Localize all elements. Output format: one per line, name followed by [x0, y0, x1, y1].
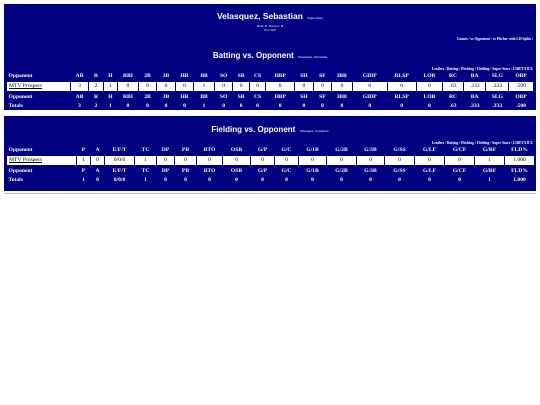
batting-col-header: SLG — [491, 72, 503, 79]
fielding-col-header: FLD% — [511, 146, 528, 153]
fielding-col-header: G/2B — [335, 167, 348, 174]
fielding-col-header: A — [95, 167, 100, 174]
batting-col-header: AB — [75, 72, 84, 79]
batting-total-cell: 2 — [94, 103, 98, 110]
fielding-col-header: RTO — [203, 146, 216, 153]
batting-col-header: RLSP — [394, 72, 409, 79]
fielding-value-cell: 0/0/0 — [105, 155, 135, 166]
batting-col-header: SB — [237, 72, 245, 79]
opponent-link[interactable]: MTV Prospect — [9, 157, 42, 164]
batting-value-cell: 0 — [249, 81, 265, 92]
batting-col-header: H — [108, 72, 113, 79]
fielding-total-cell: 0 — [208, 177, 211, 184]
fielding-value-cell: 0 — [251, 155, 275, 166]
fielding-value-cell: 0 — [175, 155, 197, 166]
batting-total-cell: 0 — [183, 103, 186, 110]
fielding-col-header: E/F/T — [112, 167, 127, 174]
batting-col-header: RBI — [122, 93, 133, 100]
splits-links[interactable]: Games / vs Opponent / vs Pitcher with LH Splits / — [456, 37, 533, 41]
batting-col-header: R — [94, 72, 99, 79]
batting-col-header: RC — [449, 93, 458, 100]
batting-value-cell: 0 — [313, 81, 332, 92]
batting-panel — [4, 4, 536, 110]
fielding-value-cell: 1 — [77, 155, 91, 166]
batting-total-cell: 0 — [239, 103, 243, 110]
batting-total-cell: 0 — [146, 103, 149, 110]
batting-col-header: BA — [470, 93, 479, 100]
fielding-value-cell: 0 — [197, 155, 223, 166]
fielding-leaders-links[interactable]: Leaders / Batting / Pitching / Fielding / Super Stars / LIBETAJUL — [431, 141, 533, 145]
batting-col-header: CS — [253, 93, 262, 100]
batting-col-header: OBP — [515, 93, 527, 100]
fielding-total-cell: 0 — [340, 177, 343, 184]
batting-total-cell: 0 — [427, 103, 431, 110]
batting-col-header: LOB — [423, 93, 436, 100]
batting-col-header: 2B — [144, 93, 151, 100]
fielding-value-cell: 0 — [91, 155, 105, 166]
batting-totals-label: Totals — [8, 103, 23, 110]
fielding-value-cell: 1 — [475, 155, 505, 166]
batting-col-header: SH — [300, 93, 308, 100]
fielding-total-cell: 0 — [398, 177, 401, 184]
batting-col-header: GIDP — [362, 93, 377, 100]
batting-col-header: Opponent — [8, 93, 33, 100]
batting-total-cell: 1 — [202, 103, 206, 110]
fielding-total-cell: 0 — [311, 177, 314, 184]
fielding-value-cell: 1 — [135, 155, 157, 166]
batting-total-cell: .63 — [449, 103, 457, 110]
batting-total-cell: 0 — [164, 103, 168, 110]
batting-col-header: AB — [75, 93, 84, 100]
opponent-link[interactable]: MTV Prospect — [9, 83, 42, 90]
fielding-totals-label: Totals — [8, 177, 23, 184]
fielding-value-cell: 0 — [357, 155, 385, 166]
fielding-col-header: G/RF — [482, 146, 497, 153]
batting-total-cell: 0 — [302, 103, 306, 110]
fielding-panel — [4, 116, 536, 191]
fielding-total-cell: 0 — [235, 177, 238, 184]
fielding-table — [6, 145, 535, 185]
batting-value-cell: 1 — [103, 81, 117, 92]
batting-col-header: SF — [319, 93, 326, 100]
batting-col-header: RC — [449, 72, 458, 79]
batting-subtitle: Velasquez, Sebastian — [297, 55, 328, 59]
player-position: Pos: RF — [264, 28, 276, 32]
fielding-total-cell: 0 — [164, 177, 167, 184]
bottom-divider — [4, 193, 536, 194]
fielding-value-cell: 0 — [299, 155, 327, 166]
fielding-subtitle: Velasquez, Sebastian — [299, 129, 329, 133]
fielding-value-cell: 0 — [223, 155, 251, 166]
fielding-col-header: P — [81, 167, 86, 174]
batting-value-cell: 0 — [118, 81, 139, 92]
batting-col-header: HR — [180, 72, 189, 79]
batting-col-header: CS — [253, 72, 262, 79]
batting-value-cell: 3 — [70, 81, 89, 92]
batting-col-header: 3B — [162, 72, 170, 79]
batting-col-header: BA — [470, 72, 479, 79]
batting-value-cell: 0 — [416, 81, 443, 92]
fielding-total-cell: 0/0/0 — [113, 177, 126, 184]
batting-value-cell: .333 — [463, 81, 486, 92]
fielding-col-header: G/P — [257, 167, 268, 174]
batting-value-cell: 0 — [157, 81, 176, 92]
batting-value-cell: 0 — [266, 81, 295, 92]
batting-value-cell: 0 — [175, 81, 194, 92]
batting-leaders-links[interactable]: Leaders / Batting / Pitching / Fielding / Super Stars / LIBETAJUL — [431, 67, 533, 71]
batting-col-header: RLSP — [394, 93, 409, 100]
batting-col-header: BB — [200, 93, 208, 100]
batting-value-cell: .500 — [509, 81, 534, 92]
fielding-col-header: DP — [161, 167, 170, 174]
batting-total-cell: 1 — [109, 103, 112, 110]
fielding-col-header: G/SS — [393, 167, 406, 174]
batting-col-header: LOB — [423, 72, 436, 79]
fielding-value-cell: 0 — [275, 155, 299, 166]
fielding-value-cell: 1.000 — [505, 155, 535, 166]
fielding-col-header: G/CF — [452, 167, 467, 174]
batting-col-header: SH — [300, 72, 308, 79]
fielding-col-header: G/1B — [306, 146, 319, 153]
fielding-value-cell: 0 — [415, 155, 445, 166]
batting-total-cell: .500 — [516, 103, 526, 110]
fielding-total-cell: 0 — [458, 177, 461, 184]
batting-header-row — [7, 71, 534, 81]
batting-col-header: BB — [200, 72, 208, 79]
batting-col-header: 2B — [144, 72, 151, 79]
batting-total-cell: .333 — [469, 103, 480, 110]
fielding-value-cell: 0 — [445, 155, 475, 166]
fielding-total-cell: 0 — [428, 177, 431, 184]
fielding-col-header: Opponent — [8, 146, 33, 153]
fielding-col-header: OSB — [230, 146, 243, 153]
fielding-totals-row — [7, 176, 535, 186]
batting-value-cell: 2 — [89, 81, 103, 92]
fielding-col-header: P — [81, 146, 86, 153]
fielding-col-header: G/3B — [364, 146, 377, 153]
fielding-col-header: DP — [161, 146, 170, 153]
fielding-col-header: G/LF — [422, 146, 437, 153]
fielding-col-header: G/SS — [393, 146, 406, 153]
batting-total-cell: .333 — [492, 103, 503, 110]
batting-total-cell: 3 — [78, 103, 81, 110]
batting-total-cell: 0 — [278, 103, 282, 110]
fielding-col-header: OSB — [230, 167, 243, 174]
fielding-col-header: G/C — [281, 167, 292, 174]
fielding-header-row — [7, 166, 535, 176]
fielding-col-header: G/P — [257, 146, 268, 153]
batting-col-header: SB — [237, 93, 245, 100]
player-tag[interactable]: Super Stars — [306, 16, 324, 20]
batting-col-header: HBP — [274, 93, 286, 100]
fielding-col-header: G/C — [281, 146, 292, 153]
batting-col-header: SF — [319, 72, 326, 79]
batting-value-cell: 1 — [194, 81, 215, 92]
fielding-total-cell: 1 — [82, 177, 85, 184]
batting-value-cell: 0 — [332, 81, 353, 92]
fielding-col-header: G/RF — [482, 167, 497, 174]
fielding-total-cell: 0 — [369, 177, 372, 184]
fielding-value-cell: 0 — [327, 155, 357, 166]
fielding-col-header: Opponent — [8, 167, 33, 174]
batting-col-header: H — [108, 93, 113, 100]
fielding-col-header: G/2B — [335, 146, 348, 153]
batting-col-header: RBI — [122, 72, 133, 79]
fielding-col-header: A — [95, 146, 100, 153]
batting-col-header: SO — [219, 72, 228, 79]
fielding-table-row — [7, 155, 535, 166]
player-name: Velasquez, Sebastian — [216, 11, 303, 21]
fielding-col-header: G/LF — [422, 167, 437, 174]
fielding-total-cell: 0 — [184, 177, 187, 184]
fielding-header-row — [7, 145, 535, 155]
batting-col-header: HR — [180, 93, 189, 100]
fielding-col-header: RTO — [203, 167, 216, 174]
fielding-total-cell: 0 — [261, 177, 264, 184]
batting-value-cell: 0 — [352, 81, 387, 92]
batting-col-header: HBP — [274, 72, 286, 79]
batting-col-header: OBP — [515, 72, 527, 79]
batting-value-cell: 0 — [138, 81, 157, 92]
batting-value-cell: 0 — [387, 81, 416, 92]
batting-header-row — [7, 92, 534, 102]
batting-col-header: 3B — [162, 93, 170, 100]
batting-table-row — [7, 81, 534, 92]
batting-totals-row — [7, 102, 534, 112]
batting-total-cell: 0 — [340, 103, 344, 110]
fielding-col-header: E/F/T — [112, 146, 127, 153]
batting-title: Batting vs. Opponent — [212, 51, 294, 60]
batting-opponent-cell — [7, 81, 71, 92]
fielding-col-header: TC — [141, 146, 150, 153]
batting-col-header: IBB — [337, 72, 347, 79]
batting-col-header: IBB — [337, 93, 347, 100]
batting-value-cell: 0 — [233, 81, 249, 92]
fielding-opponent-cell — [7, 155, 77, 166]
fielding-col-header: G/1B — [306, 167, 319, 174]
fielding-total-cell: 0 — [96, 177, 99, 184]
batting-value-cell: .333 — [486, 81, 509, 92]
batting-col-header: R — [94, 93, 99, 100]
fielding-value-cell: 0 — [385, 155, 415, 166]
fielding-total-cell: 0 — [285, 177, 288, 184]
fielding-title: Fielding vs. Opponent — [211, 125, 296, 134]
batting-total-cell: 0 — [126, 103, 130, 110]
bats-throws: Bats: R Throws: R — [256, 24, 284, 28]
batting-value-cell: 0 — [214, 81, 233, 92]
fielding-col-header: FLD% — [511, 167, 528, 174]
fielding-total-cell: 1 — [144, 177, 147, 184]
batting-value-cell: .63 — [443, 81, 464, 92]
batting-value-cell: 0 — [295, 81, 314, 92]
fielding-value-cell: 0 — [157, 155, 175, 166]
batting-col-header: GIDP — [362, 72, 377, 79]
fielding-col-header: PB — [181, 146, 190, 153]
batting-total-cell: 0 — [222, 103, 225, 110]
fielding-col-header: TC — [141, 167, 150, 174]
batting-col-header: SO — [219, 93, 228, 100]
batting-table — [6, 71, 534, 111]
batting-total-cell: 0 — [400, 103, 403, 110]
batting-total-cell: 0 — [320, 103, 324, 110]
batting-col-header: Opponent — [8, 72, 33, 79]
fielding-total-cell: 1 — [488, 177, 491, 184]
batting-total-cell: 0 — [368, 103, 372, 110]
fielding-total-cell: 1.000 — [513, 177, 526, 184]
batting-col-header: SLG — [491, 93, 503, 100]
fielding-col-header: G/3B — [364, 167, 377, 174]
fielding-col-header: PB — [181, 167, 190, 174]
batting-total-cell: 0 — [256, 103, 259, 110]
fielding-col-header: G/CF — [452, 146, 467, 153]
